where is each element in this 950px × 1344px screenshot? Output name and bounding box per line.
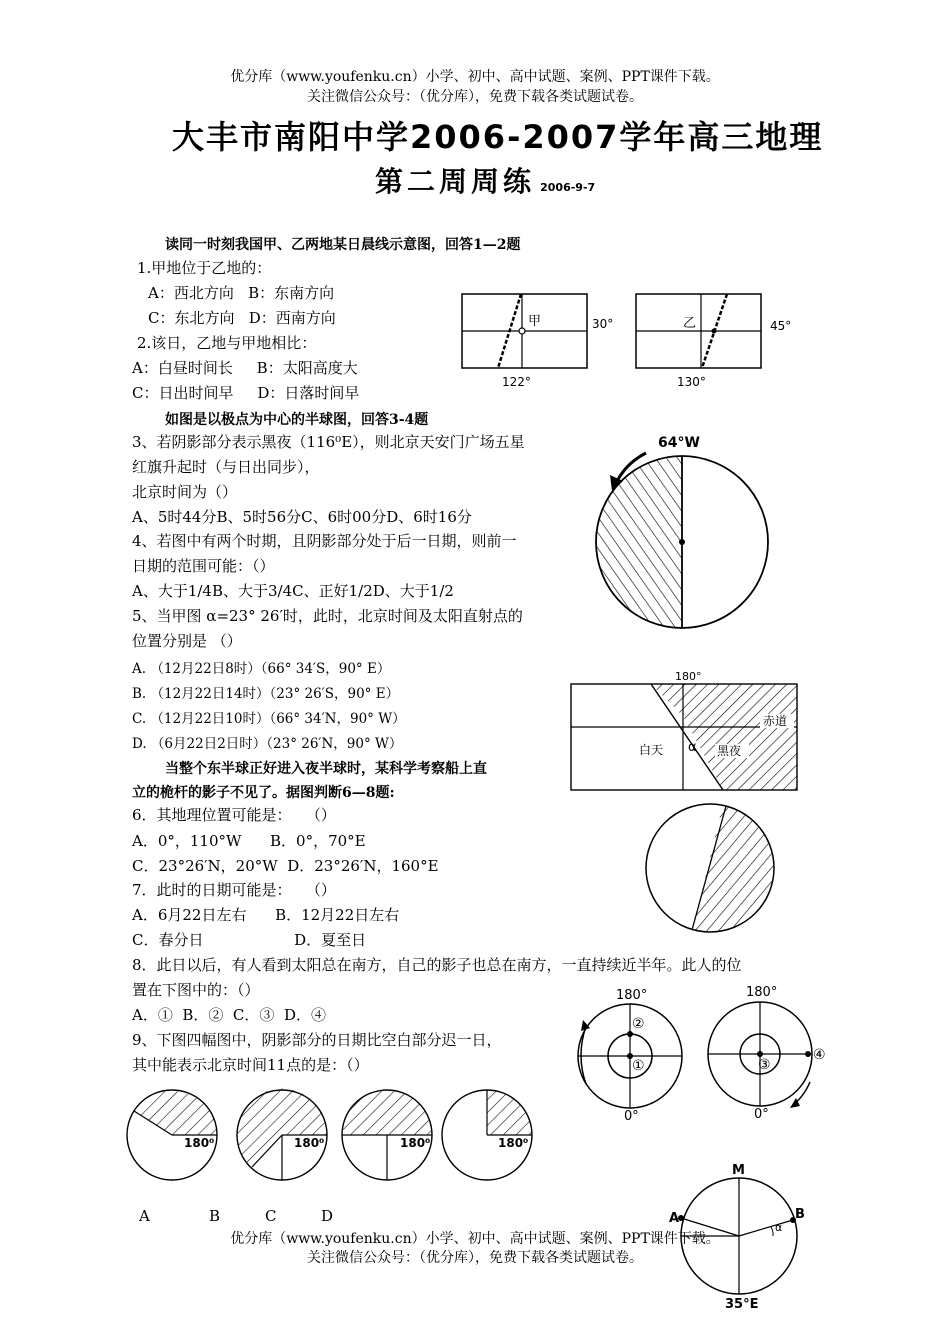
question-7-options-ab: A．6月22日左右 B．12月22日左右	[132, 906, 400, 924]
figure-night-circle	[640, 800, 780, 940]
question-3-line-2: 红旗升起时（与日出同步），	[132, 458, 320, 476]
alpha-top-label: 180°	[675, 670, 702, 683]
question-8-line-1: 8．此日以后，有人看到太阳总在南方，自己的影子也总在南方，一直持续近半年。此人的位	[132, 956, 742, 974]
question-4-line-1: 4、若图中有两个时期，且阴影部分处于后一日期，则前一	[132, 532, 517, 550]
question-1-options-cd: C：东北方向 D：西南方向	[148, 309, 336, 327]
q9-b-label: 180⁰	[294, 1136, 325, 1150]
question-7-options-cd: C．春分日 D．夏至日	[132, 931, 367, 949]
question-9-line-1: 9、下图四幅图中，阴影部分的日期比空白部分迟一日，	[132, 1031, 502, 1049]
jia-latitude: 30°	[592, 317, 614, 331]
q9-option-c: C	[265, 1207, 277, 1225]
footer-line-2: 关注微信公众号：（优分库），免费下载各类试题试卷。	[307, 1250, 643, 1266]
question-3-line-3: 北京时间为（）	[132, 483, 238, 501]
page-title: 大丰市南阳中学2006-2007学年高三地理	[172, 118, 824, 156]
circle-1-top-label: 180°	[616, 988, 648, 1003]
question-8-options: A．① B．② C．③ D．④	[132, 1006, 326, 1024]
mab-label-b: B	[795, 1207, 805, 1222]
mab-label-m: M	[732, 1163, 745, 1178]
yi-longitude: 130°	[677, 375, 706, 389]
question-9-line-2: 其中能表示北京时间11点的是：（）	[132, 1056, 369, 1074]
figure-jia-terminator	[455, 288, 625, 393]
circle-2-mark-4: ④	[813, 1047, 826, 1063]
question-3-line-1: 3、若阴影部分表示黑夜（116⁰E），则北京天安门广场五星	[132, 433, 525, 451]
header-line-1: 优分库（www.youfenku.cn）小学、初中、高中试题、案例、PPT课件下载。	[230, 69, 720, 85]
mab-label-a: A	[669, 1211, 680, 1226]
footer-line-1: 优分库（www.youfenku.cn）小学、初中、高中试题、案例、PPT课件下载。	[230, 1231, 720, 1247]
subtitle-block	[375, 160, 595, 200]
alpha-day-label: 白天	[639, 743, 664, 757]
page-subtitle: 第二周周练	[375, 165, 536, 198]
mab-label-alpha: α	[775, 1221, 783, 1234]
question-5-line-2: 位置分别是 （）	[132, 632, 242, 650]
question-2-options-ab: A：白昼时间长 B：太阳高度大	[132, 359, 358, 377]
circle-1-mark-2: ②	[632, 1016, 645, 1032]
section-3-intro-2: 立的桅杆的影子不见了。据图判断6—8题:	[132, 785, 395, 801]
question-6: 6．其地理位置可能是： （）	[132, 806, 336, 824]
header-line-2: 关注微信公众号：（优分库），免费下载各类试题试卷。	[307, 89, 643, 105]
q9-c-label: 180⁰	[400, 1136, 431, 1150]
alpha-night-label: 黑夜	[717, 744, 742, 758]
section-3-intro-1: 当整个东半球正好进入夜半球时，某科学考察船上直	[165, 761, 487, 777]
q9-option-d: D	[321, 1207, 334, 1225]
section-2-intro: 如图是以极点为中心的半球图，回答3-4题	[165, 412, 429, 428]
yi-latitude: 45°	[770, 319, 792, 333]
circle-1-mark-1: ①	[632, 1058, 645, 1074]
circle-1-bottom-label: 0°	[624, 1109, 639, 1124]
section-1-intro: 读同一时刻我国甲、乙两地某日晨线示意图，回答1—2题	[165, 237, 521, 253]
q9-option-b: B	[209, 1207, 221, 1225]
figure-yi-terminator	[630, 288, 805, 393]
question-5-option-d: D. （6月22日2日时）（23° 26′N，90° W）	[132, 736, 403, 752]
jia-label: 甲	[528, 314, 542, 329]
question-8-line-2: 置在下图中的：（）	[132, 981, 260, 999]
circle-2-mark-3: ③	[758, 1057, 771, 1073]
jia-longitude: 122°	[502, 375, 531, 389]
figure-alpha-rectangle	[565, 668, 805, 798]
question-5-option-c: C. （12月22日10时）（66° 34′N，90° W）	[132, 711, 406, 727]
question-2: 2.该日，乙地与甲地相比：	[137, 334, 317, 352]
alpha-angle-label: α	[688, 740, 697, 755]
question-5-line-1: 5、当甲图 α=23° 26′时，此时，北京时间及太阳直射点的	[132, 607, 523, 625]
q9-a-label: 180⁰	[184, 1136, 215, 1150]
question-3-options: A、5时44分B、5时56分C、6时00分D、6时16分	[132, 508, 472, 526]
question-6-options-cd: C．23°26′N，20°W D．23°26′N，160°E	[132, 857, 439, 875]
question-1-options-ab: A：西北方向 B：东南方向	[148, 284, 335, 302]
page-date: 2006-9-7	[540, 181, 596, 194]
question-5-option-a: A. （12月22日8时）（66° 34′S，90° E）	[132, 661, 391, 677]
yi-label: 乙	[683, 316, 697, 331]
figure-q9-circles	[120, 1085, 590, 1185]
figure-polar-circle-2	[700, 984, 835, 1126]
polar-longitude-label: 64°W	[658, 435, 700, 451]
circle-2-bottom-label: 0°	[754, 1107, 769, 1122]
question-1: 1.甲地位于乙地的：	[137, 259, 272, 277]
figure-polar-hemisphere	[588, 425, 773, 650]
circle-2-top-label: 180°	[746, 985, 778, 1000]
q9-option-a: A	[139, 1207, 150, 1225]
question-5-option-b: B. （12月22日14时）（23° 26′S，90° E）	[132, 686, 400, 702]
question-4-line-2: 日期的范围可能：（）	[132, 557, 275, 575]
question-7: 7．此时的日期可能是： （）	[132, 881, 336, 899]
q9-d-label: 180⁰	[498, 1136, 529, 1150]
question-6-options-ab: A．0°，110°W B．0°，70°E	[132, 832, 366, 850]
question-2-options-cd: C：日出时间早 D：日落时间早	[132, 384, 360, 402]
mab-label-lon: 35°E	[725, 1297, 759, 1310]
question-4-options: A、大于1/4B、大于3/4C、正好1/2D、大于1/2	[132, 582, 454, 600]
alpha-equator-label: 赤道	[763, 714, 788, 728]
